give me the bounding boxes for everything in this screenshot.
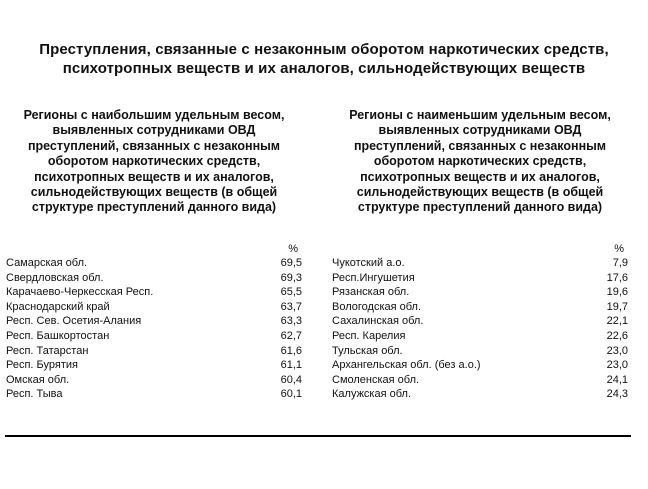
- header-line: структуре преступлений данного вида): [31, 200, 277, 215]
- region-value: 22,1: [606, 315, 628, 328]
- region-value: 22,6: [606, 329, 628, 342]
- highest-share-column: [6, 108, 302, 402]
- page-title-line-2: психотропных веществ и их аналогов, сильнодействующих веществ: [62, 60, 586, 77]
- region-value: 62,7: [280, 329, 302, 342]
- page-title: [0, 40, 648, 78]
- lowest-share-header: [332, 108, 628, 226]
- region-name: Респ. Татарстан: [6, 344, 89, 357]
- region-name: Смоленская обл.: [332, 373, 420, 386]
- lowest-share-list: [332, 256, 628, 402]
- region-value: 23,0: [606, 344, 628, 357]
- region-value: 23,0: [606, 359, 628, 372]
- highest-share-header: [6, 108, 302, 226]
- header-line: преступлений, связанных с незаконным: [27, 138, 281, 153]
- region-name: Вологодская обл.: [332, 300, 422, 313]
- region-row: [6, 300, 302, 315]
- region-row: [6, 329, 302, 344]
- lowest-share-column: [332, 108, 628, 402]
- region-value: 69,3: [280, 271, 302, 284]
- region-name: Сахалинская обл.: [332, 315, 424, 328]
- region-row: [332, 314, 628, 329]
- region-value: 19,7: [606, 300, 628, 313]
- region-row: [6, 271, 302, 286]
- region-row: [6, 344, 302, 359]
- header-line: выявленных сотрудниками ОВД: [378, 123, 582, 138]
- region-value: 63,7: [280, 300, 302, 313]
- header-line: преступлений, связанных с незаконным: [353, 138, 607, 153]
- region-row: [6, 285, 302, 300]
- region-value: 63,3: [280, 315, 302, 328]
- region-name: Самарская обл.: [6, 257, 88, 269]
- region-value: 24,1: [606, 373, 628, 386]
- region-row: [332, 285, 628, 300]
- region-name: Чукотский а.о.: [332, 257, 405, 269]
- region-name: Тульская обл.: [332, 344, 403, 357]
- region-name: Карачаево-Черкесская Респ.: [6, 286, 154, 299]
- region-name: Респ.Ингушетия: [332, 271, 415, 284]
- highest-share-list: [6, 256, 302, 402]
- region-row: [332, 373, 628, 388]
- header-line: структуре преступлений данного вида): [357, 200, 603, 215]
- region-name: Калужская обл.: [332, 388, 412, 401]
- region-row: [6, 387, 302, 402]
- header-line: сильнодействующих веществ (в общей: [30, 185, 278, 200]
- region-row: [332, 344, 628, 359]
- region-name: Респ. Башкортостан: [6, 329, 110, 342]
- region-row: [6, 373, 302, 388]
- region-row: [6, 358, 302, 373]
- region-value: 69,5: [280, 257, 302, 269]
- region-row: [6, 256, 302, 271]
- region-value: 60,4: [280, 373, 302, 386]
- region-name: Свердловская обл.: [6, 271, 104, 284]
- header-line: оборотом наркотических средств,: [47, 154, 261, 169]
- region-name: Архангельская обл. (без а.о.): [332, 359, 481, 372]
- bottom-divider: [5, 435, 631, 437]
- region-row: [332, 300, 628, 315]
- region-row: [332, 358, 628, 373]
- region-name: Респ. Тыва: [6, 388, 63, 401]
- header-line: Регионы с наибольшим удельным весом,: [23, 108, 285, 122]
- percent-unit-label: %: [288, 243, 298, 255]
- region-row: [332, 387, 628, 402]
- header-line: оборотом наркотических средств,: [373, 154, 587, 169]
- region-value: 61,6: [280, 344, 302, 357]
- region-row: [332, 271, 628, 286]
- header-line: психотропных веществ и их аналогов,: [34, 169, 274, 184]
- region-row: [6, 314, 302, 329]
- region-row: [332, 329, 628, 344]
- region-name: Респ. Сев. Осетия-Алания: [6, 315, 142, 328]
- region-value: 17,6: [606, 271, 628, 284]
- region-name: Омская обл.: [6, 373, 70, 386]
- region-name: Респ. Бурятия: [6, 359, 78, 372]
- region-row: [332, 256, 628, 271]
- region-value: 24,3: [606, 388, 628, 401]
- region-value: 7,9: [612, 257, 628, 269]
- region-value: 19,6: [606, 286, 628, 299]
- header-line: сильнодействующих веществ (в общей: [356, 185, 604, 200]
- region-name: Респ. Карелия: [332, 329, 406, 342]
- header-line: Регионы с наименьшим удельным весом,: [349, 108, 611, 122]
- page-title-line-1: Преступления, связанные с незаконным оборотом наркотических средств,: [39, 41, 609, 58]
- percent-unit-label: %: [614, 243, 624, 255]
- region-name: Краснодарский край: [6, 300, 110, 313]
- region-value: 65,5: [280, 286, 302, 299]
- header-line: психотропных веществ и их аналогов,: [360, 169, 600, 184]
- region-value: 60,1: [280, 388, 302, 401]
- region-name: Рязанская обл.: [332, 286, 410, 299]
- region-value: 61,1: [280, 359, 302, 372]
- header-line: выявленных сотрудниками ОВД: [52, 123, 256, 138]
